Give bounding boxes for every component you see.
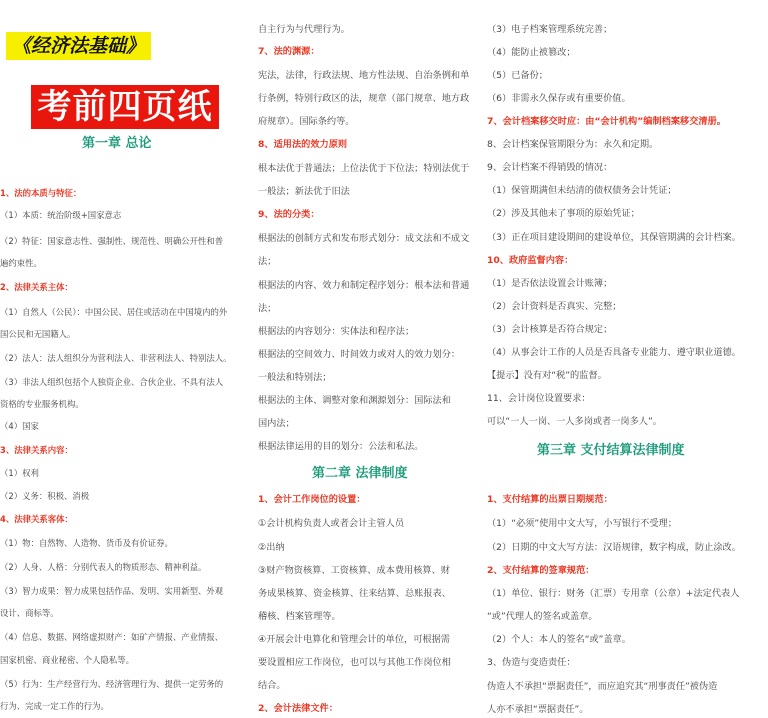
- text-line: 9、会计档案不得销毁的情况：: [487, 162, 613, 173]
- text-line: 自主行为与代理行为。: [258, 24, 350, 35]
- section-heading: 2、会计法律文件：: [258, 703, 338, 714]
- text-line: 伪造人不承担“票据责任”，而应追究其“刑事责任”被伪造: [487, 681, 718, 692]
- text-line: 【提示】没有对“税”的监督。: [487, 370, 607, 381]
- text-line: （6）非需永久保存或有重要价值。: [487, 93, 631, 104]
- text-line: 根据法的创制方式和发布形式划分：成文法和不成文: [258, 233, 470, 244]
- text-line: （1）物：自然物、人造物、货币及有价证券。: [0, 538, 173, 548]
- text-line: （1）自然人（公民）：中国公民、居住或活动在中国境内的外: [0, 307, 228, 317]
- text-line: 务成果核算、资金核算、往来结算、总账报表、: [258, 588, 451, 599]
- text-line: （3）非法人组织包括个人独资企业、合伙企业、不具有法人: [0, 377, 224, 387]
- text-line: ①会计机构负责人或者会计主管人员: [258, 518, 405, 529]
- section-heading: 1、会计工作岗位的设置：: [258, 494, 366, 505]
- text-line: 一般法和特别法；: [258, 372, 332, 383]
- section-heading: 1、法的本质与特征：: [0, 188, 82, 198]
- text-line: 11、会计岗位设置要求：: [487, 393, 591, 404]
- text-line: 根据法的内容划分：实体法和程序法；: [258, 326, 415, 337]
- text-line: （4）信息、数据、网络虚拟财产：如矿产情报、产业情报、: [0, 632, 224, 642]
- text-line: （1）是否依法设置会计账簿；: [487, 278, 613, 289]
- text-line: 根据法律运用的目的划分：公法和私法。: [258, 441, 424, 452]
- text-line: （1）“必须”使用中文大写，小写银行不受理；: [487, 518, 677, 529]
- section-heading: 9、法的分类：: [258, 209, 320, 220]
- text-line: 行条例，特别行政区的法，规章（部门规章、地方政: [258, 93, 470, 104]
- text-line: 宪法，法律，行政法规、地方性法规、自治条例和单: [258, 70, 470, 81]
- section-heading: 2、法律关系主体：: [0, 282, 73, 292]
- chapter-heading: 第三章 支付结算法律制度: [537, 443, 685, 458]
- chapter-heading: 第一章 总论: [82, 136, 152, 151]
- section-heading: 2、支付结算的签章规范：: [487, 565, 595, 576]
- text-line: 根本法优于普通法；上位法优于下位法；特别法优于: [258, 163, 470, 174]
- text-line: ②出纳: [258, 542, 285, 553]
- text-line: 一般法；新法优于旧法: [258, 186, 350, 197]
- text-line: ④开展会计电算化和管理会计的单位，可根据需: [258, 634, 450, 645]
- text-line: 国家机密、商业秘密、个人隐私等。: [0, 655, 134, 665]
- chapter-heading: 第二章 法律制度: [312, 466, 408, 481]
- text-line: 8、会计档案保管期限分为：永久和定期。: [487, 139, 659, 150]
- text-line: ③财产物资核算、工资核算、成本费用核算、财: [258, 565, 450, 576]
- text-line: （4）能防止被篡改；: [487, 47, 576, 58]
- banner-title: 考前四页纸: [31, 85, 219, 129]
- text-line: 根据法的空间效力、时间效力或对人的效力划分：: [258, 349, 461, 360]
- text-line: （2）涉及其他未了事项的原始凭证；: [487, 208, 640, 219]
- text-line: 行为、完成一定工作的行为。: [0, 701, 109, 711]
- text-line: 设计、商标等。: [0, 608, 59, 618]
- text-line: “或”代理人的签名或盖章。: [487, 611, 598, 622]
- section-heading: 10、政府监督内容：: [487, 255, 574, 266]
- text-line: （3）电子档案管理系统完善；: [487, 24, 613, 35]
- section-heading: 7、法的渊源：: [258, 46, 320, 57]
- text-line: 根据法的内容、效力和制定程序划分：根本法和普通: [258, 280, 470, 291]
- text-line: （2）人身、人格：分别代表人的物质形态、精神利益。: [0, 562, 207, 572]
- book-title: 《经济法基础》: [6, 32, 151, 60]
- section-heading: 7、会计档案移交时应：由“会计机构”编制档案移交清册。: [487, 116, 726, 127]
- text-line: （3）会计核算是否符合规定；: [487, 324, 613, 335]
- text-line: （2）义务：积极、消极: [0, 491, 90, 501]
- text-line: 3、伪造与变造责任：: [487, 657, 576, 668]
- text-line: （2）法人：法人组织分为营利法人、非营利法人、特别法人。: [0, 353, 232, 363]
- text-line: 可以“一人一岗、一人多岗或者一岗多人”。: [487, 416, 662, 427]
- section-heading: 1、支付结算的出票日期规范：: [487, 494, 613, 505]
- text-line: （1）单位、银行：财务（汇票）专用章（公章）+法定代表人: [487, 588, 740, 599]
- text-line: 人亦不承担“票据责任”。: [487, 704, 589, 715]
- text-line: （5）已备份；: [487, 70, 548, 81]
- text-line: （2）特征：国家意志性、强制性、规范性、明确公开性和普: [0, 236, 224, 246]
- section-heading: 4、法律关系客体：: [0, 514, 73, 524]
- text-line: （4）从事会计工作的人员是否具备专业能力、遵守职业道德。: [487, 347, 741, 358]
- text-line: 国公民和无国籍人。: [0, 329, 76, 339]
- section-heading: 3、法律关系内容：: [0, 445, 73, 455]
- text-line: 根据法的主体、调整对象和渊源划分：国际法和: [258, 395, 451, 406]
- text-line: 法；: [258, 256, 277, 267]
- text-line: 国内法；: [258, 418, 295, 429]
- text-line: （3）智力成果：智力成果包括作品、发明、实用新型、外观: [0, 586, 224, 596]
- text-line: （2）会计资料是否真实、完整；: [487, 301, 622, 312]
- text-line: （1）保管期满但未结清的债权债务会计凭证；: [487, 185, 677, 196]
- text-line: 遍约束性。: [0, 258, 42, 268]
- text-line: 稽核、档案管理等。: [258, 611, 341, 622]
- text-line: （1）本质：统治阶级+国家意志: [0, 210, 122, 220]
- text-line: （3）正在项目建设期间的建设单位，其保管期满的会计档案。: [487, 232, 741, 243]
- text-line: （2）日期的中文大写方法：汉语规律，数字构成，防止涂改。: [487, 542, 741, 553]
- text-line: （4）国家: [0, 421, 39, 431]
- section-heading: 8、适用法的效力原则: [258, 139, 348, 150]
- text-line: 结合。: [258, 680, 286, 691]
- text-line: 府规章）。国际条约等。: [258, 116, 355, 127]
- text-line: 资格的专业服务机构。: [0, 399, 84, 409]
- text-line: （2）个人：本人的签名“或”盖章。: [487, 634, 631, 645]
- text-line: 法；: [258, 303, 277, 314]
- text-line: （5）行为：生产经营行为、经济管理行为、提供一定劳务的: [0, 679, 224, 689]
- text-line: 要设置相应工作岗位，也可以与其他工作岗位相: [258, 657, 451, 668]
- text-line: （1）权利: [0, 468, 39, 478]
